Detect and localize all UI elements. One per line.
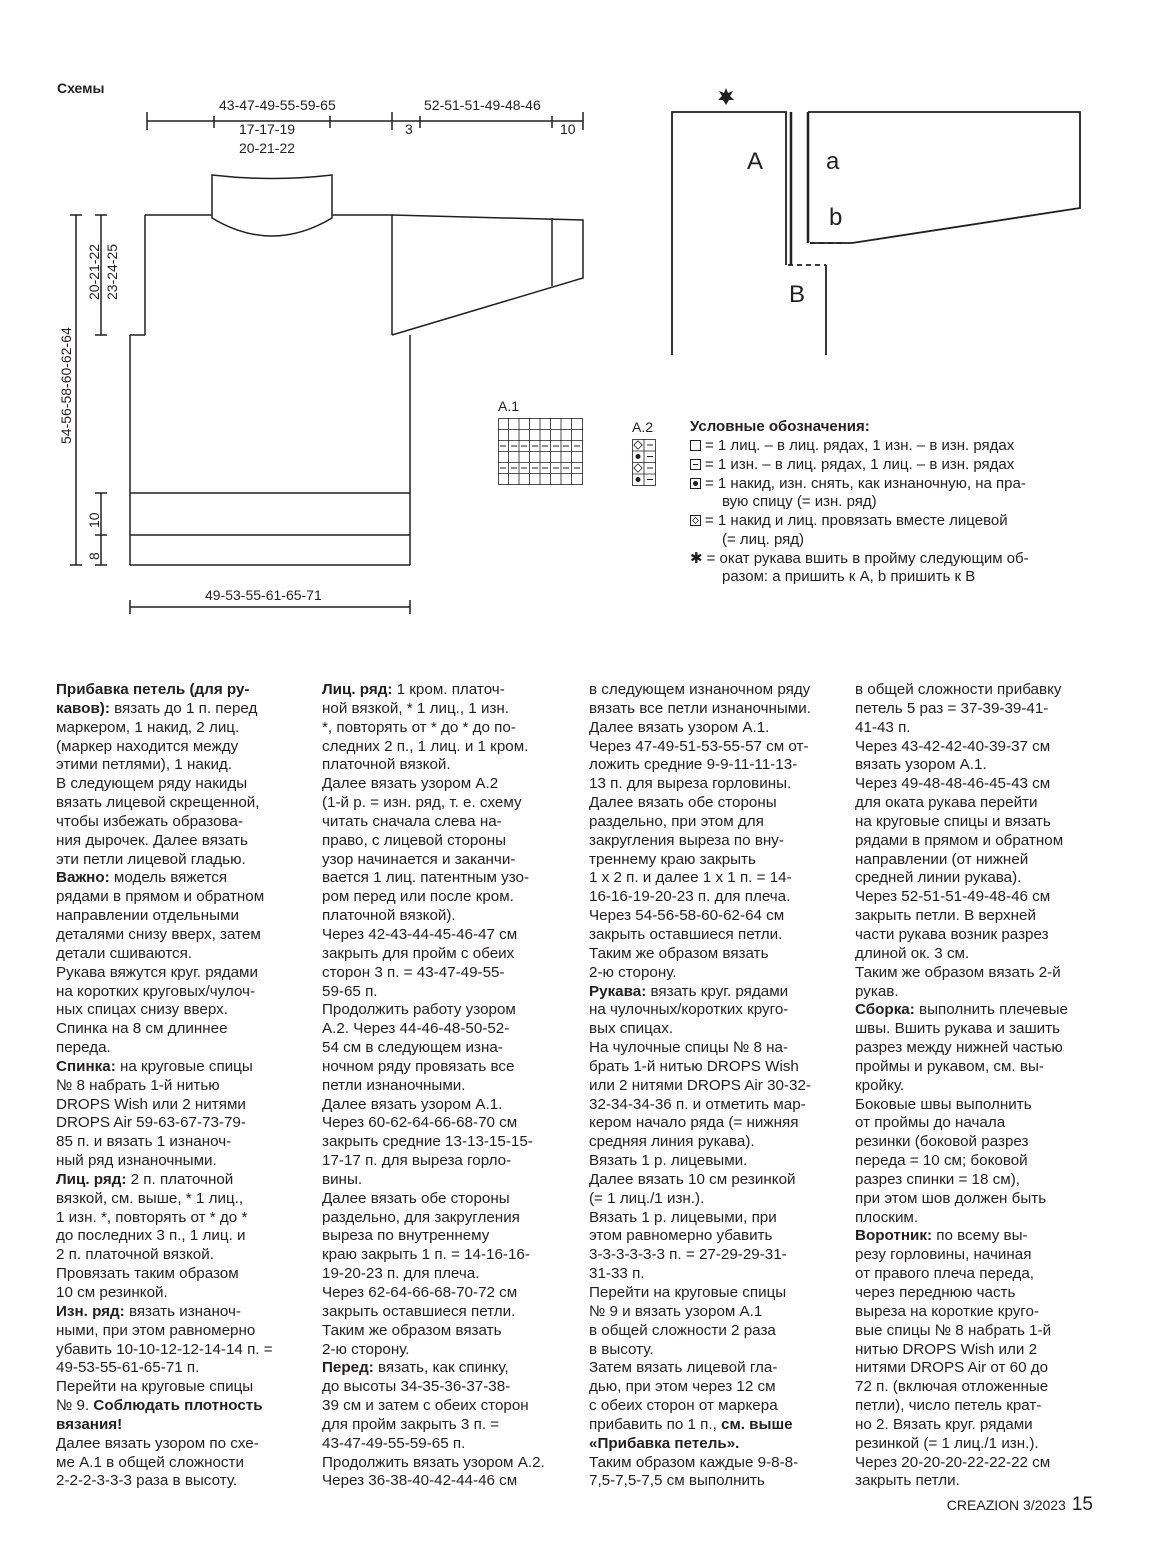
text-line: В следующем ряду накиды: [56, 775, 248, 793]
label-b: b: [829, 204, 843, 231]
dim-rib-back: 8: [86, 552, 102, 560]
text-line: на чулочных/коротких круго-: [589, 1001, 789, 1019]
legend-row-yo-slip: = 1 накид, изн. снять, как изнаночную, на пра-: [690, 475, 1026, 492]
text-line: следних 2 п., 1 лиц. и 1 кром.: [322, 737, 529, 755]
text-line: проймы и рукавом, см. вы-: [855, 1057, 1044, 1075]
text-line: Продолжить работу узором: [322, 1001, 516, 1019]
text-line: для пройм закрыть 3 п. =: [322, 1415, 500, 1433]
text-line: от правого плеча переда,: [855, 1265, 1034, 1283]
text-line: платочной вязкой).: [322, 907, 456, 925]
text-line: петли изнаночными.: [322, 1076, 466, 1094]
text-line: прибавить по 1 п., см. выше: [589, 1415, 793, 1433]
text-line: (маркер находится между: [56, 737, 239, 755]
text-line: в общей сложности прибавку: [855, 681, 1062, 698]
text-line: кером начало ряда (= нижняя: [589, 1114, 799, 1132]
text-line: Таким же образом вязать: [322, 1321, 502, 1339]
text-line: Далее вязать обе стороны: [589, 794, 777, 812]
text-line: при этом шов должен быть: [855, 1189, 1047, 1207]
text-line: закрыть петли. В верхней: [855, 907, 1036, 925]
text-line: раздельно, при этом для: [589, 812, 764, 830]
text-line: 59-65 п.: [322, 982, 378, 1000]
text-line: для оката рукава перейти: [855, 794, 1038, 812]
dim-neck-width-2: 20-21-22: [239, 140, 296, 156]
text-line: закругления выреза по вну-: [589, 831, 784, 849]
text-line: Через 47-49-51-53-55-57 см от-: [589, 737, 809, 755]
yo-knit-together-symbol-icon: [690, 515, 701, 526]
text-line: закрыть оставшиеся петли.: [589, 925, 783, 943]
text-line: детали сшиваются.: [56, 944, 193, 962]
text-line: нитью DROPS Wish или 2: [855, 1340, 1038, 1358]
legend-row-yo-slip-cont: вую спицу (= изн. ряд): [722, 493, 877, 510]
text-line: вязания!: [56, 1415, 123, 1433]
text-line: 1 изн. *, повторять от * до *: [56, 1208, 248, 1226]
text-line: рядами в прямом и обратном: [56, 888, 265, 906]
text-line: до высоты 34-35-36-37-38-: [322, 1378, 511, 1396]
assembly-diagram: [660, 80, 1100, 370]
text-line: платочной вязкой.: [322, 756, 451, 774]
text-line: 17-17 п. для выреза горло-: [322, 1152, 512, 1170]
text-line: раздельно, для закругления: [322, 1208, 520, 1226]
text-line: вязать все петли изнаночными.: [589, 699, 811, 717]
text-line: вязать узором A.1.: [855, 756, 987, 774]
text-line: в общей сложности 2 раза: [589, 1321, 776, 1339]
text-line: Вязать 1 р. лицевыми, при: [589, 1208, 777, 1226]
text-line: Сборка: выполнить плечевые: [855, 1001, 1068, 1019]
purl-symbol-icon: [690, 459, 701, 470]
text-line: ной вязкой, * 1 лиц., 1 изн.: [322, 699, 510, 717]
text-line: вые спицы № 8 набрать 1-й: [855, 1321, 1052, 1339]
text-line: Таким же образом вязать 2-й: [855, 963, 1061, 981]
dim-body-height: 54-56-58-60-62-64: [58, 327, 74, 444]
text-line: на круговые спицы и вязать: [855, 812, 1051, 830]
text-line: Важно: модель вяжется: [56, 869, 228, 887]
dim-sleeve-top: 52-51-51-49-48-46: [424, 97, 541, 113]
text-line: 2 п. платочной вязкой.: [56, 1246, 214, 1264]
text-line: DROPS Air 59-63-67-73-79-: [56, 1114, 246, 1132]
star-marker-icon: [718, 88, 734, 105]
text-line: брать 1-й нитью DROPS Wish: [589, 1057, 799, 1075]
page-footer: [947, 1494, 1093, 1516]
text-line: резинкой (= 1 лиц./1 изн.).: [855, 1434, 1039, 1452]
text-line: выреза на короткие круго-: [855, 1302, 1040, 1320]
text-line: вязкой, см. выше, * 1 лиц.,: [56, 1189, 244, 1207]
text-line: Изн. ряд: вязать изнаноч-: [56, 1302, 241, 1320]
text-line: эти петли лицевой гладью.: [56, 850, 246, 868]
text-line: вины.: [322, 1170, 363, 1188]
text-line: Воротник: по всему вы-: [855, 1227, 1028, 1245]
text-line: дью, при этом через 12 см: [589, 1378, 776, 1396]
text-column-1: [56, 681, 273, 1491]
text-line: Через 43-42-42-40-39-37 см: [855, 737, 1051, 755]
magazine-name: CREAZION 3/2023: [946, 1497, 1066, 1513]
text-line: Таким образом каждые 9-8-8-: [589, 1453, 799, 1471]
text-line: Через 60-62-64-66-68-70 см: [322, 1114, 518, 1132]
dim-sleeve-small: 3: [405, 121, 413, 137]
text-line: DROPS Wish или 2 нитями: [56, 1095, 246, 1113]
text-line: 7,5-7,5-7,5 см выполнить: [589, 1472, 765, 1490]
text-line: в следующем изнаночном ряду: [589, 681, 811, 698]
text-line: 2-ю сторону.: [589, 963, 677, 981]
text-line: 32-34-34-36 п. и отметить мар-: [589, 1095, 806, 1113]
text-line: 19-20-23 п. для плеча.: [322, 1265, 480, 1283]
text-line: *, повторять от * до * до по-: [322, 718, 516, 736]
text-line: деталями снизу вверх, затем: [56, 925, 261, 943]
text-line: части рукава возник разрез: [855, 925, 1049, 943]
text-line: ром перед или после кром.: [322, 888, 514, 906]
text-line: Лиц. ряд: 1 кром. платоч-: [322, 681, 505, 698]
text-line: треннему краю закрыть: [589, 850, 756, 868]
dim-neck-width: 17-17-19: [239, 121, 296, 137]
text-line: Перед: вязать, как спинку,: [322, 1359, 509, 1377]
text-line: Далее вязать обе стороны: [322, 1189, 510, 1207]
label-a: a: [826, 148, 840, 175]
text-line: ния дырочек. Далее вязать: [56, 831, 248, 849]
text-line: 2-ю сторону.: [322, 1340, 410, 1358]
legend-row-knit: = 1 лиц. – в лиц. рядах, 1 изн. – в изн. рядах: [690, 437, 1014, 454]
text-line: 43-47-49-55-59-65 п.: [322, 1434, 466, 1452]
text-line: но 2. Вязать круг. рядами: [855, 1415, 1033, 1433]
text-line: ложить средние 9-9-11-11-13-: [589, 756, 798, 774]
dim-rib-front: 10: [86, 512, 102, 528]
text-line: 85 п. и вязать 1 изнаноч-: [56, 1133, 232, 1151]
text-line: Спинка: на круговые спицы: [56, 1057, 253, 1075]
text-line: Далее вязать 10 см резинкой: [589, 1170, 796, 1188]
text-line: Рукава вяжутся круг. рядами: [56, 963, 258, 981]
text-line: вается 1 лиц. патентным узо-: [322, 869, 530, 887]
text-line: средней линии рукава).: [855, 869, 1022, 887]
text-line: № 9 и вязать узором A.1: [589, 1302, 763, 1320]
text-line: 16-16-19-20-23 п. для плеча.: [589, 888, 791, 906]
text-line: 13 п. для выреза горловины.: [589, 775, 792, 793]
yo-slip-symbol-icon: [690, 478, 701, 489]
text-line: Через 54-56-58-60-62-64 см: [589, 907, 785, 925]
text-line: Далее вязать узором A.2: [322, 775, 499, 793]
text-line: в высоту.: [589, 1340, 654, 1358]
text-line: или 2 нитями DROPS Air 30-32-: [589, 1076, 811, 1094]
text-line: резу горловины, начиная: [855, 1246, 1032, 1264]
text-line: 3-3-3-3-3-3 п. = 27-29-29-31-: [589, 1246, 787, 1264]
text-line: № 8 набрать 1-й нитью: [56, 1076, 220, 1094]
text-line: резинки (боковой разрез: [855, 1133, 1029, 1151]
text-line: 2-2-2-3-3-3 раза в высоту.: [56, 1472, 238, 1490]
text-line: Спинка на 8 см длиннее: [56, 1020, 228, 1038]
text-column-4: [855, 681, 1068, 1491]
text-line: Через 42-43-44-45-46-47 см: [322, 925, 518, 943]
text-line: Далее вязать узором A.1.: [322, 1095, 503, 1113]
text-line: разрез спинки = 18 см),: [855, 1170, 1020, 1188]
text-line: (1-й р. = изн. ряд, т. е. схему: [322, 794, 522, 812]
text-line: с обеих сторон от маркера: [589, 1397, 778, 1415]
text-line: ночном ряду провязать все: [322, 1057, 515, 1075]
text-line: Таким же образом вязать: [589, 944, 769, 962]
chart-a1-grid: [498, 418, 588, 488]
label-B: B: [789, 281, 806, 308]
text-line: маркером, 1 накид, 2 лиц.: [56, 718, 240, 736]
text-line: Перейти на круговые спицы: [589, 1284, 787, 1301]
text-line: краю закрыть 1 п. = 14-16-16-: [322, 1246, 530, 1264]
text-line: этом равномерно убавить: [589, 1227, 773, 1245]
text-line: этими петлями), 1 накид.: [56, 756, 233, 774]
chart-a2-label: A.2: [632, 419, 654, 435]
legend-row-purl: = 1 изн. – в лиц. рядах, 1 лиц. – в изн. рядах: [690, 456, 1014, 473]
text-line: вых спицах.: [589, 1020, 674, 1038]
text-line: Через 20-20-20-22-22-22 см: [855, 1453, 1051, 1471]
text-line: петли), число петель крат-: [855, 1397, 1042, 1415]
text-line: вязать лицевой скрещенной,: [56, 794, 260, 812]
text-line: Через 49-48-48-46-45-43 см: [855, 775, 1051, 793]
schemes-title: Схемы: [57, 80, 105, 96]
legend-row-yo-knit-cont: (= лиц. ряд): [722, 531, 805, 548]
text-line: петель 5 раз = 37-39-39-41-: [855, 699, 1049, 717]
text-line: через переднюю часть: [855, 1284, 1016, 1301]
text-line: 10 см резинкой.: [56, 1284, 168, 1301]
text-line: длиной ок. 3 см.: [855, 944, 970, 962]
page-number: 15: [1071, 1494, 1093, 1515]
text-line: закрыть оставшиеся петли.: [322, 1302, 516, 1320]
dim-sleeve-end: 10: [560, 121, 576, 137]
chart-a2-grid: [632, 439, 658, 489]
text-line: ными, при этом равномерно: [56, 1321, 256, 1339]
text-line: направлении отдельными: [56, 907, 239, 925]
text-line: направлении (от нижней: [855, 850, 1029, 868]
text-line: сторон 3 п. = 43-47-49-55-: [322, 963, 505, 981]
text-line: кавов): вязать до 1 п. перед: [56, 699, 258, 717]
text-line: ных спицах снизу вверх.: [56, 1001, 228, 1019]
text-column-3: [589, 681, 811, 1491]
text-line: 72 п. (включая отложенные: [855, 1378, 1049, 1396]
text-line: рядами в прямом и обратном: [855, 831, 1064, 849]
text-column-2: [322, 681, 545, 1491]
text-line: читать сначала слева на-: [322, 812, 502, 830]
text-line: Рукава: вязать круг. рядами: [589, 982, 789, 1000]
text-line: Далее вязать узором по схе-: [56, 1434, 259, 1452]
text-line: Перейти на круговые спицы: [56, 1378, 254, 1396]
text-line: выреза по внутреннему: [322, 1227, 490, 1245]
text-line: Затем вязать лицевой гла-: [589, 1359, 778, 1377]
text-line: 31-33 п.: [589, 1265, 645, 1283]
text-line: кройку.: [855, 1076, 905, 1094]
text-line: На чулочные спицы № 8 на-: [589, 1039, 789, 1057]
text-line: от проймы до начала: [855, 1114, 1006, 1132]
text-line: переда = 10 см; боковой: [855, 1152, 1028, 1170]
text-line: нитями DROPS Air от 60 до: [855, 1359, 1049, 1377]
legend-row-star: ✱ = окат рукава вшить в пройму следующим об-: [690, 550, 1029, 567]
label-A: A: [747, 148, 764, 175]
text-line: № 9. Соблюдать плотность: [56, 1397, 263, 1415]
text-line: убавить 10-10-12-12-14-14 п. =: [56, 1340, 273, 1358]
sweater-schematic: [0, 0, 620, 640]
text-line: Через 52-51-51-49-48-46 см: [855, 888, 1051, 906]
star-legend-icon: ✱: [690, 550, 703, 567]
text-line: разрез между нижней частью: [855, 1039, 1063, 1057]
text-line: швы. Вшить рукава и зашить: [855, 1020, 1061, 1038]
text-line: до последних 3 п., 1 лиц. и: [56, 1227, 246, 1245]
text-line: закрыть петли.: [855, 1472, 960, 1490]
text-line: Вязать 1 р. лицевыми.: [589, 1152, 748, 1170]
dim-bottom-width: 49-53-55-61-65-71: [205, 587, 322, 603]
text-line: ме A.1 в общей сложности: [56, 1453, 244, 1471]
text-line: на коротких круговых/чулоч-: [56, 982, 256, 1000]
text-line: Продолжить вязать узором A.2.: [322, 1453, 545, 1471]
dim-armhole-1: 20-21-22: [86, 243, 102, 300]
text-line: (= 1 лиц./1 изн.).: [589, 1189, 705, 1207]
text-line: 41-43 п.: [855, 718, 911, 736]
text-line: 54 см в следующем изна-: [322, 1039, 503, 1057]
text-line: средняя линия рукава).: [589, 1133, 755, 1151]
text-line: закрыть для пройм с обеих: [322, 944, 515, 962]
chart-a1-label: A.1: [498, 398, 520, 414]
text-line: Далее вязать узором A.1.: [589, 718, 770, 736]
text-line: узор начинается и заканчи-: [322, 850, 516, 868]
text-line: Прибавка петель (для ру-: [56, 681, 250, 698]
text-line: Лиц. ряд: 2 п. платочной: [56, 1170, 234, 1188]
dim-width-top: 43-47-49-55-59-65: [219, 97, 336, 113]
text-line: A.2. Через 44-46-48-50-52-: [322, 1020, 510, 1038]
text-line: право, с лицевой стороны: [322, 831, 507, 849]
text-line: чтобы избежать образова-: [56, 812, 243, 830]
legend-row-star-cont: разом: a пришить к A, b пришить к B: [722, 568, 976, 585]
text-line: плоским.: [855, 1208, 919, 1226]
text-line: рукав.: [855, 982, 899, 1000]
text-line: переда.: [56, 1039, 111, 1057]
text-line: Через 62-64-66-68-70-72 см: [322, 1284, 518, 1301]
text-line: закрыть средние 13-13-15-15-: [322, 1133, 533, 1151]
text-line: ный ряд изнаночными.: [56, 1152, 217, 1170]
text-line: «Прибавка петель».: [589, 1434, 740, 1452]
text-line: Через 36-38-40-42-44-46 см: [322, 1472, 518, 1490]
dim-armhole-2: 23-24-25: [104, 243, 120, 300]
knit-symbol-icon: [690, 440, 701, 451]
text-line: 49-53-55-61-65-71 п.: [56, 1359, 200, 1377]
text-line: 39 см и затем с обеих сторон: [322, 1397, 529, 1415]
text-line: Боковые швы выполнить: [855, 1095, 1032, 1113]
legend-title: Условные обозначения:: [690, 418, 870, 435]
text-line: Провязать таким образом: [56, 1265, 239, 1283]
legend-row-yo-knit: = 1 накид и лиц. провязать вместе лицевой: [690, 512, 1008, 529]
text-line: 1 х 2 п. и далее 1 х 1 п. = 14-: [589, 869, 792, 887]
